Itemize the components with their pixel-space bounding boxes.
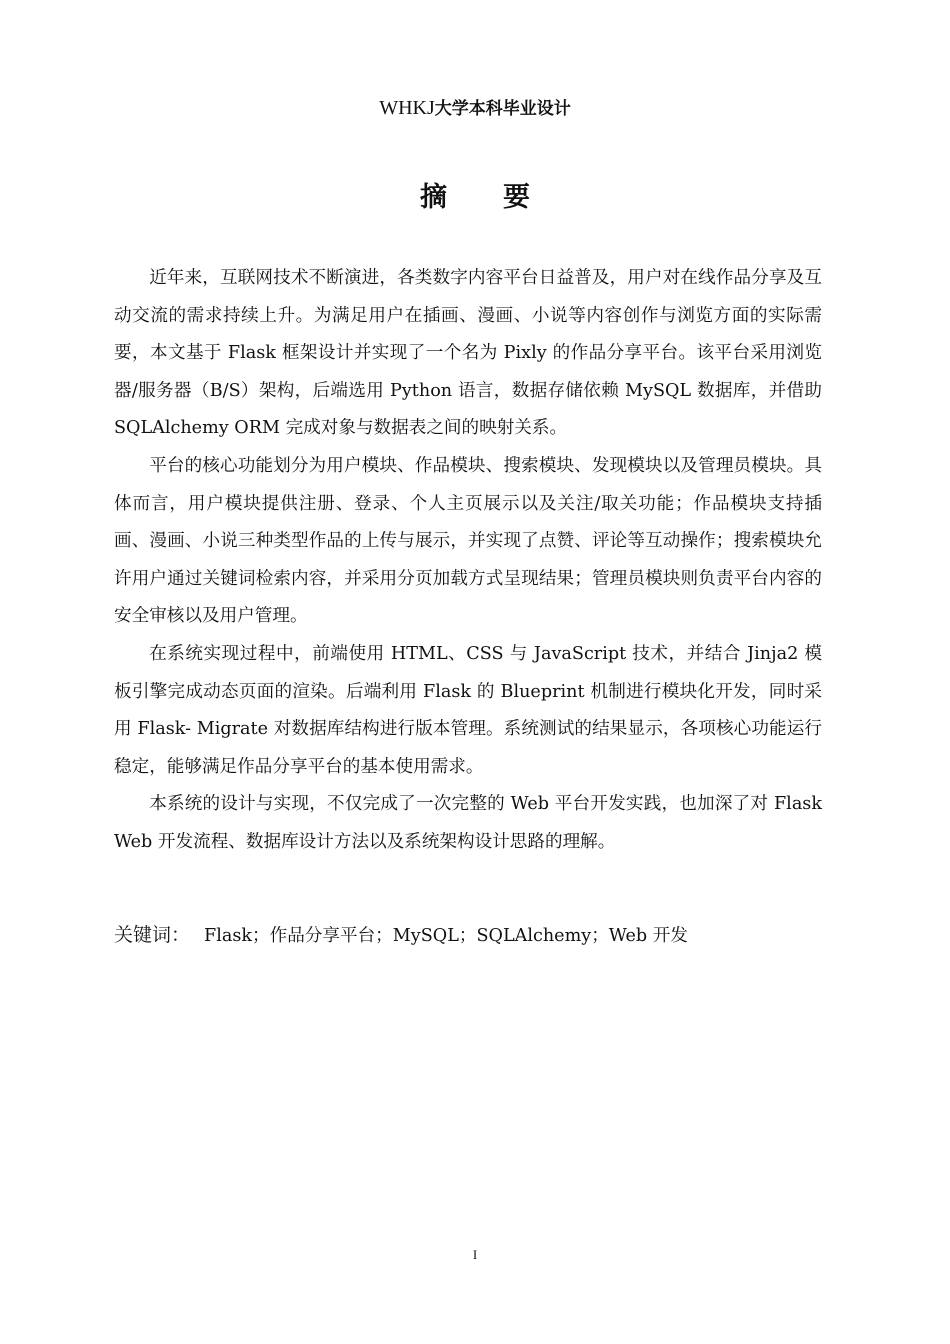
page-number: I [472, 1247, 478, 1262]
keywords-label: 关键词： [114, 924, 191, 946]
keywords-line [114, 918, 822, 953]
abstract-paragraph: 本系统的设计与实现，不仅完成了一次完整的 Web 平台开发实践，也加深了对 Flask Web 开发流程、数据库设计方法以及系统架构设计思路的理解。 [114, 794, 822, 852]
keywords-list: Flask；作品分享平台；MySQL；SQLAlchemy；Web 开发 [204, 926, 688, 946]
abstract-paragraph: 近年来，互联网技术不断演进，各类数字内容平台日益普及，用户对在线作品分享及互动交流的需求持续上升。为满足用户在插画、漫画、小说等内容创作与浏览方面的实际需要，本文基于 Flask 框架设计并实现了一个名为 Pixly 的作品分享平台。该平台采用浏览器/服务器（B/S）架构，后端选用 Python 语言，数据存储依赖 MySQL 数据库，并借助 SQLAlchemy ORM 完成对象与数据表之间的映射关系。 [114, 268, 822, 439]
header-document-type: 大学本科毕业设计 [434, 99, 571, 119]
header-institution-code: WHKJ [379, 97, 435, 119]
document-header [0, 92, 950, 124]
abstract-title: 摘要 [420, 182, 586, 213]
abstract-paragraph: 平台的核心功能划分为用户模块、作品模块、搜索模块、发现模块以及管理员模块。具体而言，用户模块提供注册、登录、个人主页展示以及关注/取关功能；作品模块支持插画、漫画、小说三种类型作品的上传与展示，并实现了点赞、评论等互动操作；搜索模块允许用户通过关键词检索内容，并采用分页加载方式呈现结果；管理员模块则负责平台内容的安全审核以及用户管理。 [114, 455, 822, 627]
abstract-paragraph: 在系统实现过程中，前端使用 HTML、CSS 与 JavaScript 技术，并结合 Jinja2 模板引擎完成动态页面的渲染。后端利用 Flask 的 Blueprint 机制进行模块化开发，同时采用 Flask- Migrate 对数据库结构进行版本管理。系统测试的结果显示，各项核心功能运行稳定，能够满足作品分享平台的基本使用需求。 [114, 643, 822, 777]
abstract-body [114, 260, 822, 862]
